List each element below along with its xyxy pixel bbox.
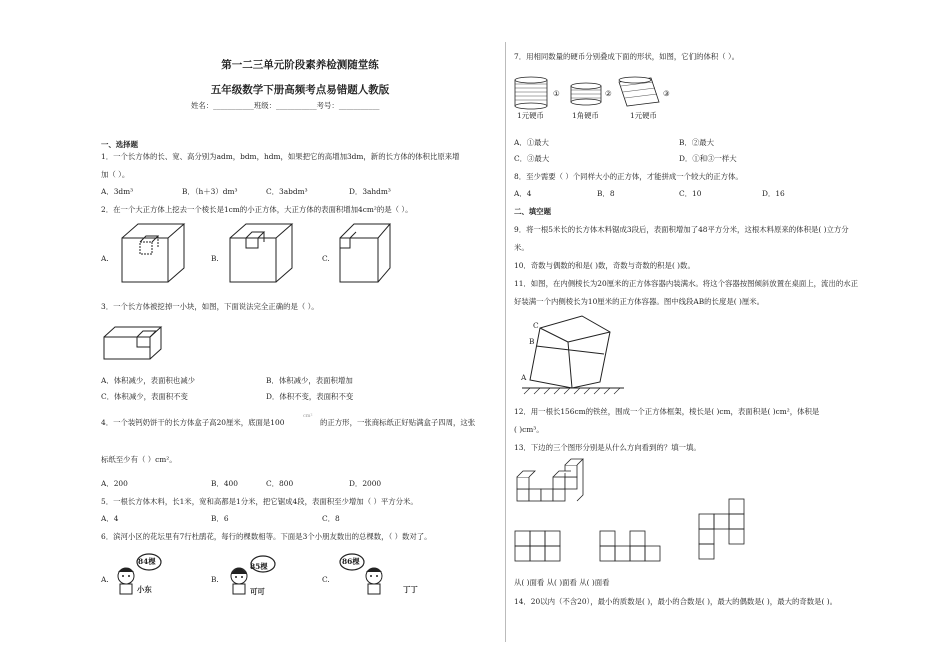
- q7-option-c: C．③最大: [514, 154, 550, 163]
- page-subtitle: 五年级数学下册高频考点易错题人教版: [210, 84, 390, 96]
- q8-option-a: A．4: [514, 189, 532, 198]
- q4-option-d: D．2000: [349, 479, 382, 488]
- q6-bubble-a: 84棵: [138, 557, 156, 566]
- q6-name-b: 可可: [250, 587, 265, 596]
- q2-cube-figure-c: [338, 222, 394, 284]
- q3-option-d: D．体积不变，表面积不变: [266, 392, 354, 401]
- q9-line1: 9．将一根5米长的长方体木料锯成3段后，表面积增加了48平方分米，这根木料原来的体积是( )立方分: [514, 225, 849, 234]
- q6-name-a: 小东: [137, 585, 152, 594]
- q4-stem-line3: 标纸至少有（ ）cm²。: [101, 455, 177, 464]
- q2-option-a: A.: [101, 254, 109, 263]
- q11-label-b: B: [529, 337, 535, 346]
- q6-bubble-b: 85棵: [250, 562, 268, 571]
- q4-stem-line2: 的正方形，一张商标纸正好贴满盒子四周，这张: [320, 418, 476, 427]
- q3-stem: 3．一个长方体被挖掉一小块，如图，下面说法完全正确的是（ ）。: [101, 302, 319, 311]
- q13-line1: 13．下边的三个图形分别是从什么方向看到的？填一填。: [514, 443, 701, 452]
- q3-option-a: A．体积减少，表面积也减少: [101, 376, 196, 385]
- page-title: 第一二三单元阶段素养检测随堂练: [221, 59, 379, 71]
- section-fill-heading: 二、填空题: [514, 207, 551, 216]
- q7-mark-1: ①: [553, 89, 560, 98]
- q11-label-c: C: [533, 321, 539, 330]
- q8-option-c: C．10: [679, 189, 702, 198]
- q6-name-c: 丁丁: [403, 585, 418, 594]
- q1-stem-line1: 1．一个长方体的长、宽、高分别为adm，bdm，hdm，如果把它的高增加3dm，新的长方体的体积比原来增: [101, 152, 460, 161]
- q13-view-2: [599, 530, 661, 562]
- q7-mark-2: ②: [605, 89, 612, 98]
- q5-option-a: A．4: [101, 514, 119, 523]
- q13-cube-stack-figure: [515, 457, 585, 507]
- q13-view-3: [698, 498, 746, 562]
- q11-line1: 11．如图，在内侧棱长为20厘米的正方体容器内装满水。将这个容器按图倾斜放置在桌面上，流出的水正: [514, 279, 859, 288]
- q7-mark-3: ③: [663, 89, 670, 98]
- q1-option-d: D．3ahdm³: [349, 187, 391, 196]
- q4-option-a: A．200: [101, 479, 128, 488]
- q6-option-a: A.: [101, 575, 109, 584]
- q7-coin-label-3: 1元硬币: [630, 111, 657, 120]
- q13-view-1: [514, 530, 562, 562]
- q7-coins-figure: [513, 74, 673, 114]
- q12-line1: 12．用一根长156cm的铁丝，围成一个正方体框架，棱长是( )cm，表面积是( )cm²，体积是: [514, 407, 820, 416]
- q2-stem: 2．在一个大正方体上挖去一个棱长是1cm的小正方体，大正方体的表面积增加4cm²的是（ ）。: [101, 205, 413, 214]
- q14-line1: 14．20以内（不含20），最小的质数是( )，最小的合数是( )，最大的偶数是( )，最大的奇数是( )。: [514, 597, 838, 606]
- q8-stem: 8．至少需要（ ）个同样大小的正方体，才能拼成一个较大的正方体。: [514, 172, 743, 181]
- q1-option-a: A．3dm³: [101, 187, 134, 196]
- student-info-line: 姓名：___________班级：___________考号：___________: [191, 101, 380, 110]
- q2-cube-figure-a: [120, 222, 188, 284]
- q2-option-b: B.: [211, 254, 219, 263]
- q8-option-d: D．16: [762, 189, 785, 198]
- q7-stem: 7．用相同数量的硬币分别叠成下面的形状，如图，它们的体积（ ）。: [514, 52, 740, 61]
- q7-coin-label-2: 1角硬币: [572, 111, 599, 120]
- q6-bubble-c: 86棵: [342, 557, 360, 566]
- q4-option-c: C．800: [266, 479, 294, 488]
- q6-stem: 6．滨河小区的花坛里有7行杜鹃花，每行的棵数相等。下面是3个小朋友数出的总棵数，（ ）数对了。: [101, 532, 432, 541]
- q6-option-b: B.: [211, 575, 219, 584]
- q3-cuboid-figure: [103, 326, 163, 360]
- q4-unit-superscript: cm²: [303, 413, 313, 419]
- q9-line2: 米。: [514, 243, 529, 252]
- q3-option-b: B．体积减少，表面积增加: [266, 376, 353, 385]
- q7-option-b: B．②最大: [679, 138, 714, 147]
- q5-option-b: B．6: [211, 514, 229, 523]
- q7-option-a: A．①最大: [514, 138, 549, 147]
- q6-option-c: C.: [322, 575, 330, 584]
- q4-option-b: B．400: [211, 479, 238, 488]
- q4-stem-line1: 4．一个装钙奶饼干的长方体盒子高20厘米，底面是100: [101, 418, 285, 427]
- q5-stem: 5．一根长方体木料，长1米，宽和高都是1分米，把它锯成4段，表面积至少增加（ ）平方分米。: [101, 497, 418, 506]
- q2-option-c: C.: [322, 254, 330, 263]
- q12-line2: ( )cm³。: [514, 425, 544, 434]
- q3-option-c: C．体积减少，表面积不变: [101, 392, 188, 401]
- q13-answers: 从( )面看 从( )面看 从( )面看: [514, 578, 610, 587]
- q11-line2: 好装满一个内侧棱长为10厘米的正方体容器。图中线段AB的长度是( )厘米。: [514, 297, 765, 306]
- column-divider: [505, 42, 506, 642]
- q8-option-b: B．8: [597, 189, 615, 198]
- q11-label-a: A: [521, 373, 527, 382]
- q10-line1: 10．奇数与偶数的和是( )数，奇数与奇数的积是( )数。: [514, 261, 695, 270]
- q7-coin-label-1: 1元硬币: [517, 111, 544, 120]
- q2-cube-figure-b: [228, 222, 296, 284]
- section-choice-heading: 一、选择题: [101, 140, 138, 149]
- q1-option-c: C．3abdm³: [266, 187, 308, 196]
- q1-stem-line2: 加（ ）。: [101, 170, 130, 179]
- q7-option-d: D．①和③一样大: [679, 154, 737, 163]
- q1-option-b: B．（h＋3）dm³: [182, 187, 238, 196]
- q5-option-c: C．8: [322, 514, 340, 523]
